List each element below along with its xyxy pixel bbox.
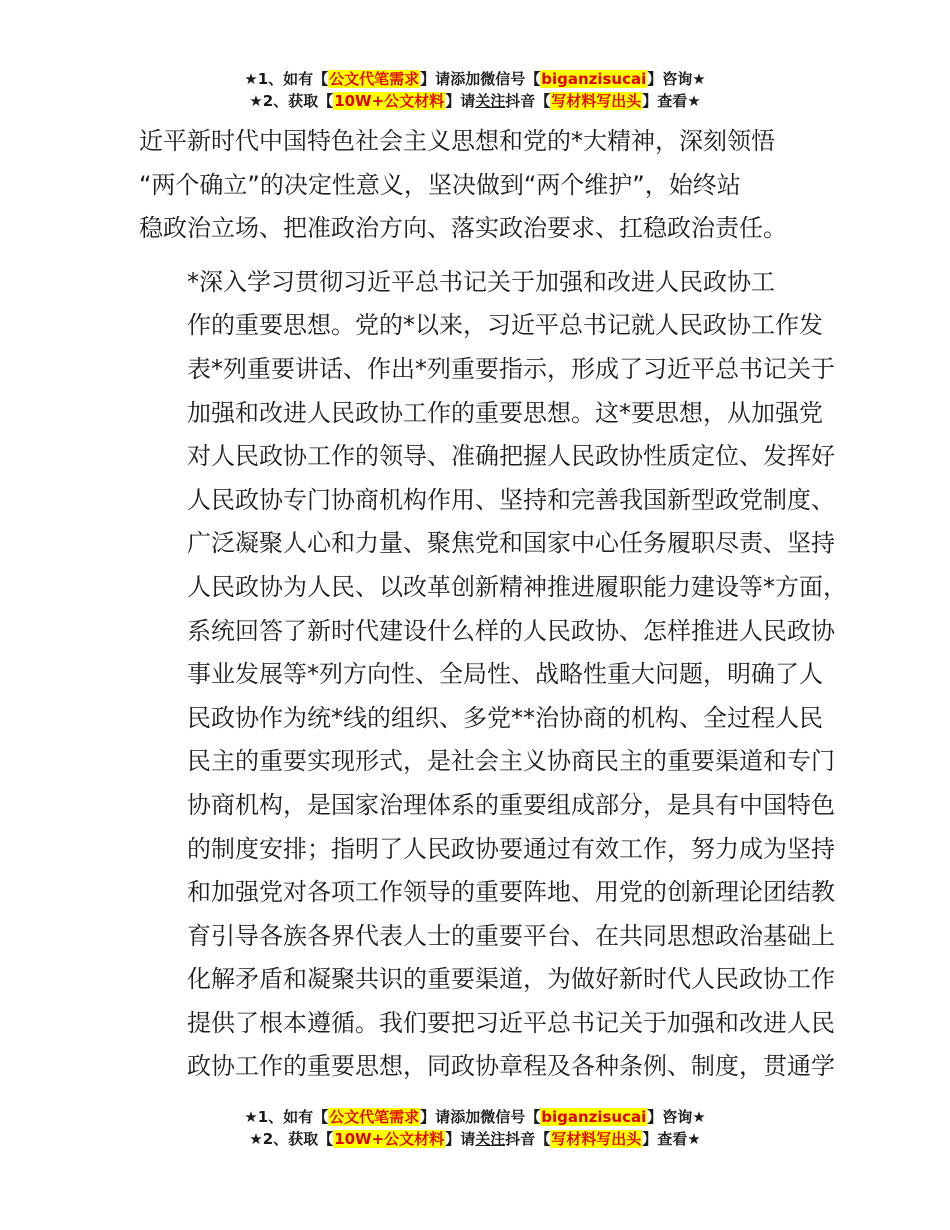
highlight-wechat-id: biganzisucai <box>541 70 647 88</box>
text-line: 民政协作为统*线的组织、多党**治协商的机构、全过程人民 <box>187 703 823 732</box>
text-line: *深入学习贯彻习近平总书记关于加强和改进人民政协工 <box>187 267 775 296</box>
text-line: 协商机构，是国家治理体系的重要组成部分，是具有中国特色 <box>187 790 835 819</box>
banner-line-1 <box>0 1106 950 1128</box>
banner-text: 】请 <box>420 70 451 88</box>
text-line: 对人民政协工作的领导、准确把握人民政协性质定位、发挥好 <box>187 442 835 471</box>
banner-text: 添加 <box>450 70 481 88</box>
highlight-douyin-account: 写材料写出头 <box>551 92 642 110</box>
highlight-wechat-id: biganzisucai <box>541 1108 647 1126</box>
highlight-ghostwriting: 公文代笔需求 <box>329 70 420 88</box>
text-line: 作的重要思想。党的*以来，习近平总书记就人民政协工作发 <box>187 311 823 340</box>
banner-text: 】请 <box>445 92 476 110</box>
banner-line-2 <box>0 1128 950 1150</box>
banner-text: 抖音【 <box>505 92 551 110</box>
header-banner <box>0 68 950 112</box>
text-line: 事业发展等*列方向性、全局性、战略性重大问题，明确了人 <box>187 660 823 689</box>
banner-text: 】咨询★ <box>647 70 706 88</box>
text-line: 民主的重要实现形式，是社会主义协商民主的重要渠道和专门 <box>187 747 835 776</box>
highlight-materials: 10W+公文材料 <box>334 1130 445 1148</box>
banner-text: 】请 <box>420 1108 451 1126</box>
banner-text: 微信号【 <box>480 1108 541 1126</box>
banner-text: 关注 <box>475 1130 506 1148</box>
text-line: 表*列重要讲话、作出*列重要指示，形成了习近平总书记关于 <box>187 354 835 383</box>
text-line: 和加强党对各项工作领导的重要阵地、用党的创新理论团结教 <box>187 878 835 907</box>
highlight-douyin-account: 写材料写出头 <box>551 1130 642 1148</box>
banner-text: 】查看★ <box>642 92 701 110</box>
text-line: 政协工作的重要思想，同政协章程及各种条例、制度，贯通学 <box>187 1052 835 1081</box>
text-line: 广泛凝聚人心和力量、聚焦党和国家中心任务履职尽责、坚持 <box>187 529 835 558</box>
text-line: 稳政治立场、把准政治方向、落实政治要求、扛稳政治责任。 <box>139 214 787 243</box>
text-line: 系统回答了新时代建设什么样的人民政协、怎样推进人民政协 <box>187 616 835 645</box>
text-line: 人民政协为人民、以改革创新精神推进履职能力建设等*方面， <box>187 572 847 601</box>
text-line: 的制度安排；指明了人民政协要通过有效工作，努力成为坚持 <box>187 834 835 863</box>
banner-text: 微信号【 <box>480 70 541 88</box>
paragraph-1 <box>139 120 819 251</box>
text-line: 人民政协专门协商机构作用、坚持和完善我国新型政党制度、 <box>187 485 835 514</box>
banner-line-2 <box>0 90 950 112</box>
banner-text: 抖音【 <box>505 1130 551 1148</box>
banner-text: 】咨询★ <box>647 1108 706 1126</box>
banner-text: ★1、如有【 <box>244 1108 329 1126</box>
text-line: “两个确立”的决定性意义，坚决做到“两个维护”，始终站 <box>139 170 741 199</box>
paragraph-2 <box>139 261 847 1089</box>
text-line: 近平新时代中国特色社会主义思想和党的*大精神，深刻领悟 <box>139 127 775 155</box>
text-line: 化解矛盾和凝聚共识的重要渠道，为做好新时代人民政协工作 <box>187 965 835 994</box>
banner-text: ★2、获取【 <box>249 1130 334 1148</box>
banner-line-1 <box>0 68 950 90</box>
footer-banner <box>0 1106 950 1150</box>
banner-text: 关注 <box>475 92 506 110</box>
banner-text: 】请 <box>445 1130 476 1148</box>
highlight-materials: 10W+公文材料 <box>334 92 445 110</box>
text-line: 提供了根本遵循。我们要把习近平总书记关于加强和改进人民 <box>187 1008 835 1037</box>
banner-text: ★1、如有【 <box>244 70 329 88</box>
document-body <box>139 120 847 1089</box>
banner-text: ★2、获取【 <box>249 92 334 110</box>
highlight-ghostwriting: 公文代笔需求 <box>329 1108 420 1126</box>
banner-text: 】查看★ <box>642 1130 701 1148</box>
banner-text: 添加 <box>450 1108 481 1126</box>
text-line: 加强和改进人民政协工作的重要思想。这*要思想，从加强党 <box>187 398 823 427</box>
text-line: 育引导各族各界代表人士的重要平台、在共同思想政治基础上 <box>187 921 835 950</box>
